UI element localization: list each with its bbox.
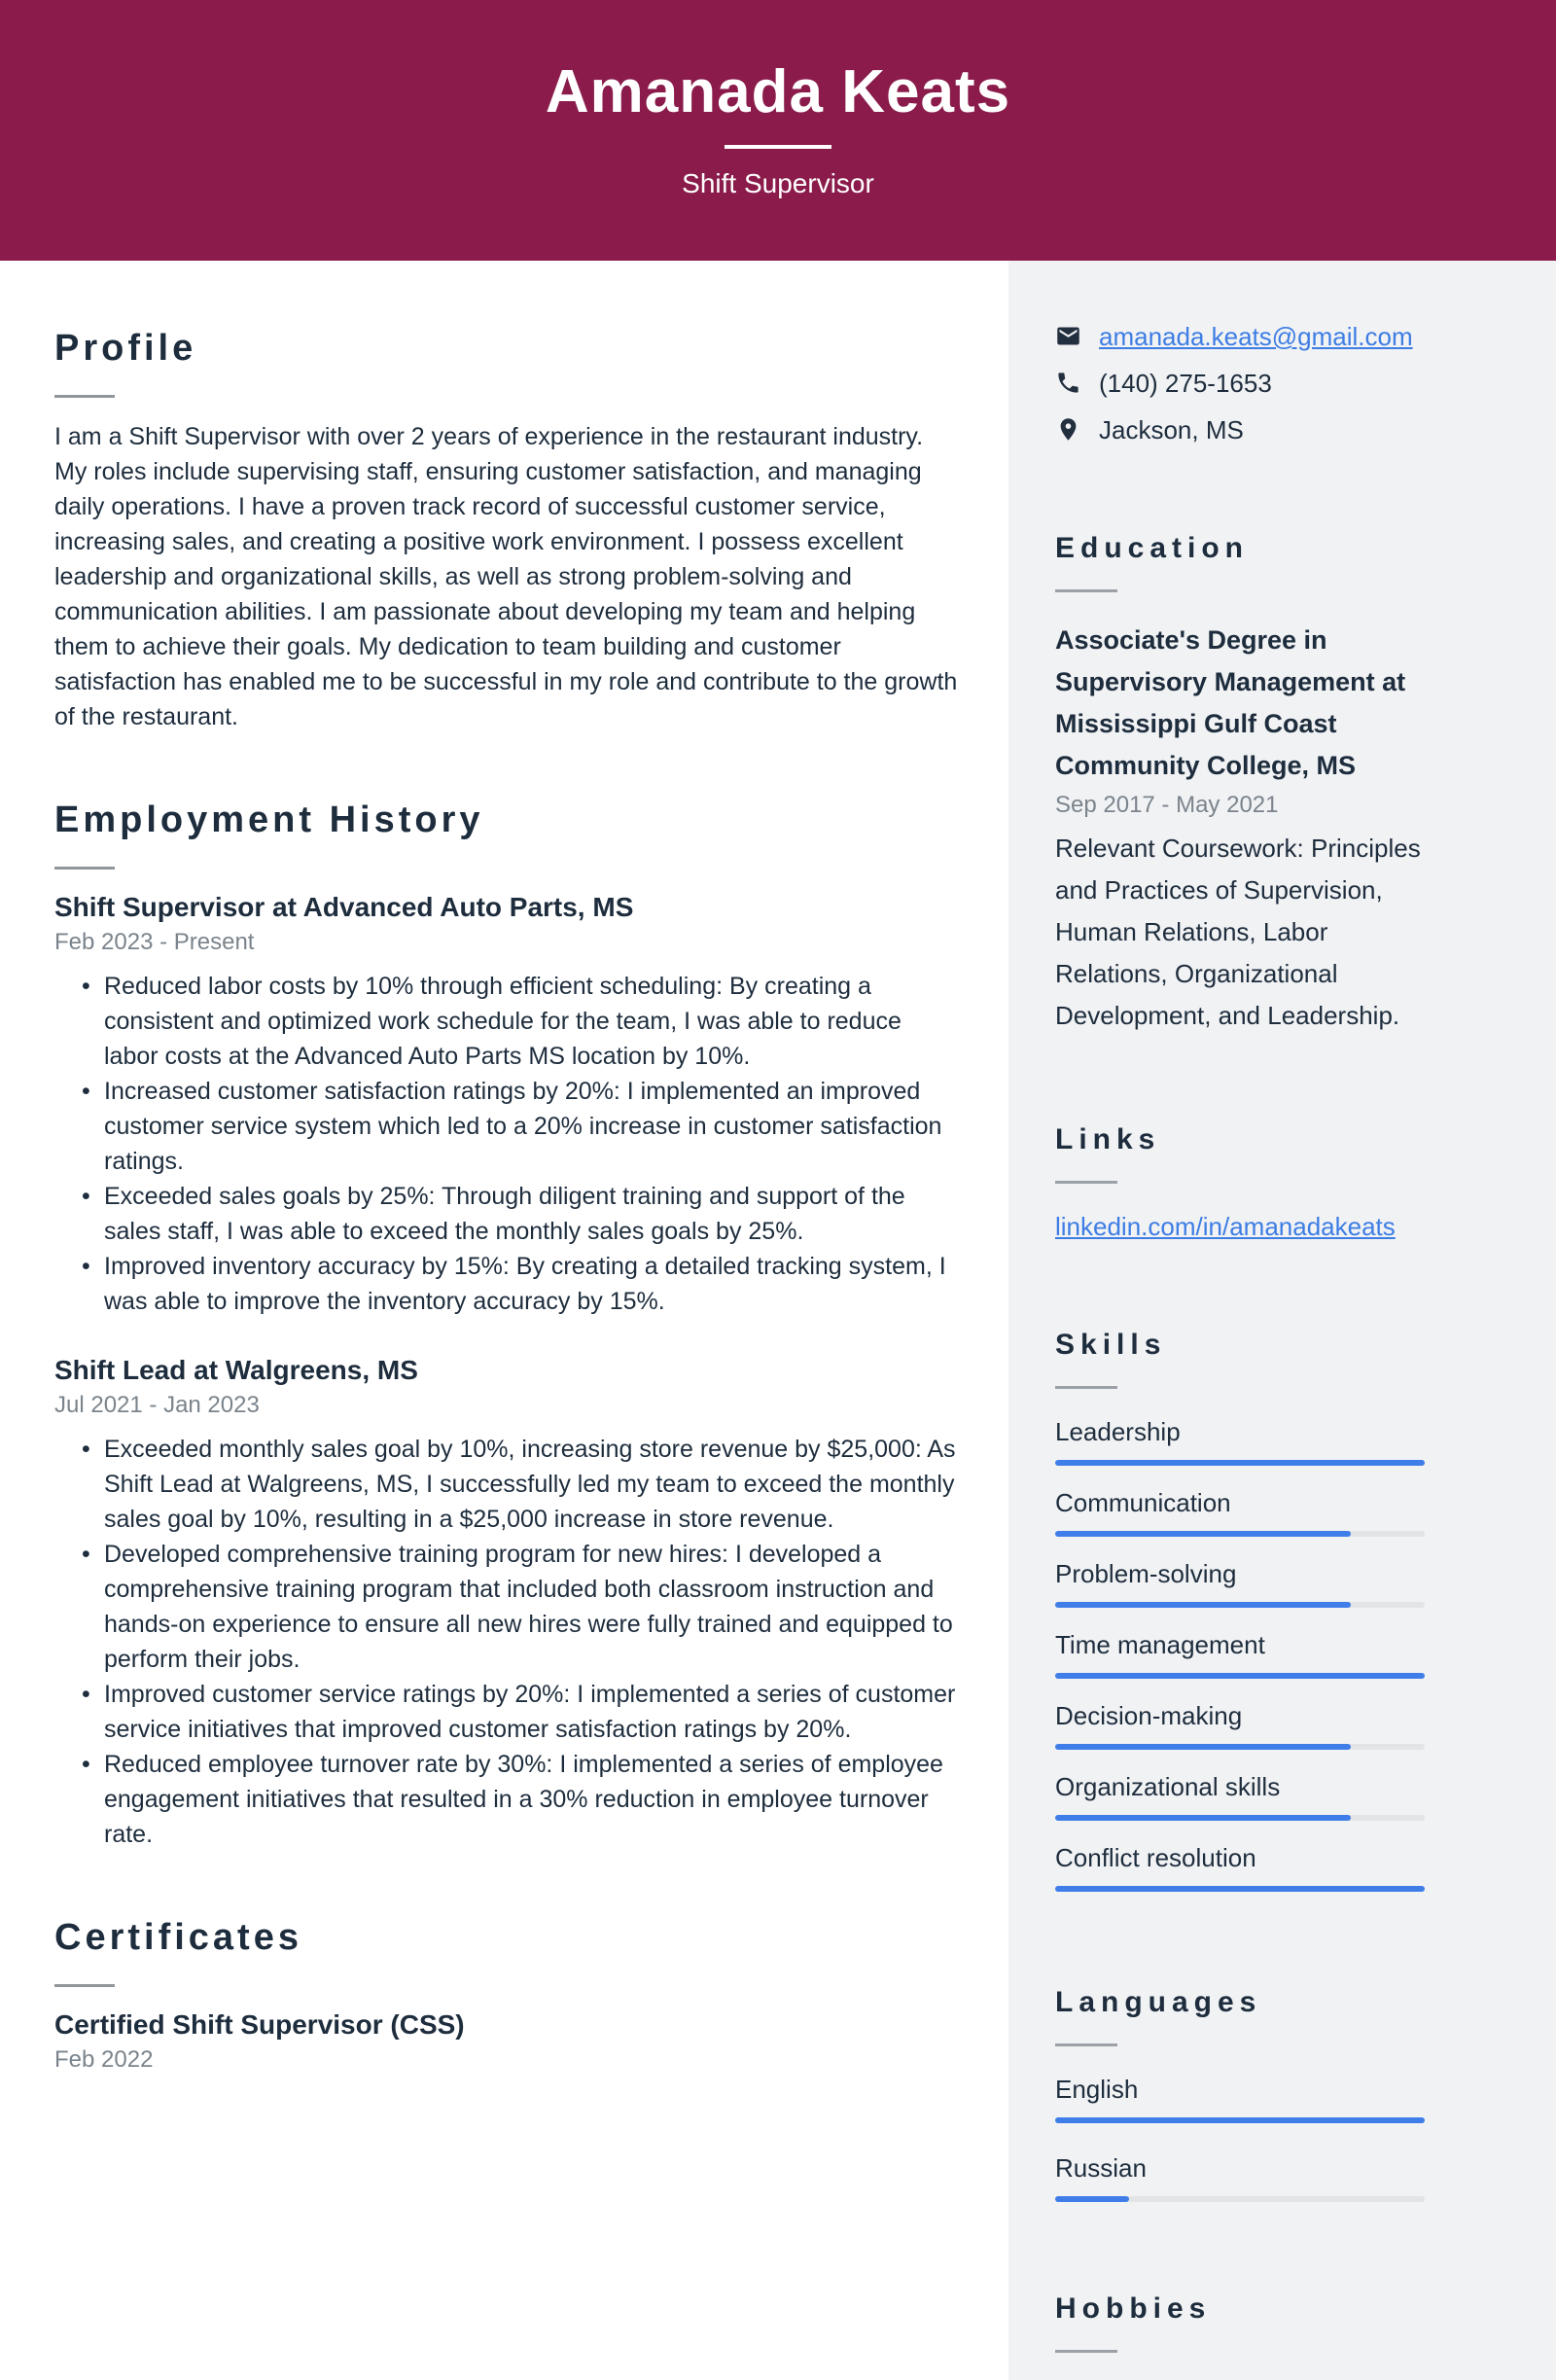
skill-bar-track [1055, 1744, 1425, 1750]
section-divider [1055, 2350, 1117, 2353]
section-divider [1055, 1181, 1117, 1184]
education-coursework: Relevant Coursework: Principles and Practices of Supervision, Human Relations, Labor Relations, Organizational Development, and Leadership. [1055, 834, 1421, 1030]
language-bar-track [1055, 2196, 1425, 2202]
skill-bar-fill [1055, 1744, 1351, 1750]
skill-bar-track [1055, 1531, 1425, 1537]
languages-heading: Languages [1055, 1986, 1262, 2018]
contact-block [1055, 321, 1430, 445]
education-section [1055, 531, 1430, 1037]
section-divider [1055, 2043, 1117, 2046]
skill-list [1055, 1416, 1430, 1892]
skill-bar-track [1055, 1460, 1425, 1466]
language-bar-fill [1055, 2117, 1425, 2123]
language-label: English [1055, 2075, 1139, 2104]
job-bullet: • Improved customer service ratings by 20%: I implemented a series of customer service initiatives that improved customer satisfaction ratings by 20%. [54, 1677, 960, 1747]
language-label: Russian [1055, 2153, 1147, 2183]
skill-item [1055, 1700, 1430, 1750]
person-job-title: Shift Supervisor [682, 168, 874, 198]
location-pin-icon [1055, 416, 1081, 443]
job-dates: Jul 2021 - Jan 2023 [54, 1392, 260, 1418]
section-divider [54, 1984, 115, 1987]
sidebar-column [1008, 261, 1556, 2380]
job-entry [54, 891, 960, 1319]
skill-item [1055, 1771, 1430, 1821]
skill-bar-fill [1055, 1602, 1351, 1608]
link-item [1055, 1211, 1430, 1242]
job-bullet: • Exceeded monthly sales goal by 10%, increasing store revenue by $25,000: As Shift Lead at Walgreens, MS, I successfully led my team to exceed the monthly sales goal by 10%, resulting in a $25,000 increase in store revenue. [54, 1432, 960, 1537]
language-list [1055, 2074, 1430, 2202]
hobbies-heading: Hobbies [1055, 2292, 1212, 2325]
job-title: Shift Supervisor at Advanced Auto Parts, MS [54, 892, 634, 922]
phone-icon [1055, 370, 1081, 396]
header-band [0, 0, 1556, 261]
profile-section [54, 327, 960, 734]
hobbies-section [1055, 2291, 1430, 2353]
skill-item [1055, 1416, 1430, 1466]
skill-bar-track [1055, 1673, 1425, 1679]
resume-body [0, 261, 1556, 2380]
links-section [1055, 1122, 1430, 1242]
linkedin-link[interactable]: linkedin.com/in/amanadakeats [1055, 1212, 1396, 1241]
header-divider [725, 145, 831, 149]
language-item [1055, 2152, 1430, 2202]
certificate-entry [54, 2008, 960, 2075]
education-dates: Sep 2017 - May 2021 [1055, 792, 1279, 818]
skill-bar-track [1055, 1886, 1425, 1892]
main-column [0, 261, 1008, 2380]
location-text: Jackson, MS [1099, 415, 1244, 444]
job-entry [54, 1354, 960, 1852]
certificates-section [54, 1916, 960, 2075]
skills-section [1055, 1328, 1430, 1892]
contact-phone-row [1055, 368, 1430, 399]
email-link[interactable]: amanada.keats@gmail.com [1099, 322, 1413, 351]
job-bullet: • Reduced employee turnover rate by 30%: I implemented a series of employee engagement initiatives that resulted in a 30% reduction in employee turnover rate. [54, 1747, 960, 1852]
skill-item [1055, 1629, 1430, 1679]
language-item [1055, 2074, 1430, 2123]
skill-bar-fill [1055, 1531, 1351, 1537]
skill-item [1055, 1558, 1430, 1608]
contact-email-row [1055, 321, 1430, 352]
profile-heading: Profile [54, 328, 197, 369]
job-title: Shift Lead at Walgreens, MS [54, 1355, 418, 1385]
envelope-icon [1055, 323, 1081, 349]
skills-heading: Skills [1055, 1329, 1167, 1361]
employment-history-section [54, 799, 960, 1852]
phone-number: (140) 275-1653 [1099, 369, 1272, 398]
language-bar-track [1055, 2117, 1425, 2123]
job-bullet: • Improved inventory accuracy by 15%: By creating a detailed tracking system, I was able to improve the inventory accuracy by 15%. [54, 1249, 960, 1319]
skill-item [1055, 1842, 1430, 1892]
job-bullet-list [54, 1432, 960, 1852]
skill-label: Problem-solving [1055, 1559, 1237, 1588]
skill-bar-fill [1055, 1460, 1425, 1466]
employment-history-heading: Employment History [54, 799, 484, 840]
section-divider [54, 395, 115, 398]
skill-bar-fill [1055, 1673, 1425, 1679]
certificate-date: Feb 2022 [54, 2046, 154, 2073]
languages-section [1055, 1985, 1430, 2202]
contact-location-row [1055, 414, 1430, 445]
skill-bar-fill [1055, 1886, 1425, 1892]
job-dates: Feb 2023 - Present [54, 929, 255, 955]
job-bullet: • Exceeded sales goals by 25%: Through diligent training and support of the sales staff, I was able to exceed the monthly sales goals by 25%. [54, 1179, 960, 1249]
skill-label: Leadership [1055, 1417, 1181, 1446]
job-bullet-list [54, 969, 960, 1319]
skill-label: Conflict resolution [1055, 1843, 1256, 1872]
skill-label: Decision-making [1055, 1701, 1243, 1730]
job-bullet: • Developed comprehensive training program for new hires: I developed a comprehensive training program that included both classroom instruction and hands-on experience to ensure all new hires were fully trained and equipped to perform their jobs. [54, 1537, 960, 1677]
skill-bar-track [1055, 1815, 1425, 1821]
links-heading: Links [1055, 1123, 1161, 1155]
person-name: Amanada Keats [545, 58, 1011, 125]
certificates-heading: Certificates [54, 1917, 302, 1958]
certificate-title: Certified Shift Supervisor (CSS) [54, 2009, 465, 2040]
section-divider [1055, 589, 1117, 592]
job-bullet: • Reduced labor costs by 10% through efficient scheduling: By creating a consistent and optimized work schedule for the team, I was able to reduce labor costs at the Advanced Auto Parts MS location by 10%. [54, 969, 960, 1074]
skill-label: Organizational skills [1055, 1772, 1281, 1801]
education-heading: Education [1055, 532, 1250, 564]
section-divider [1055, 1386, 1117, 1389]
job-list [54, 891, 960, 1852]
skill-bar-track [1055, 1602, 1425, 1608]
skill-label: Communication [1055, 1488, 1231, 1517]
profile-text: I am a Shift Supervisor with over 2 years of experience in the restaurant industry. My roles include supervising staff, ensuring customer satisfaction, and managing daily operations. I have a proven track record of successful customer service, increasing sales, and creating a positive work environment. I possess excellent leadership and organizational skills, as well as strong problem-solving and communication abilities. I am passionate about developing my team and helping them to achieve their goals. My dedication to team building and customer satisfaction has enabled me to be successful in my role and contribute to the growth of the restaurant. [54, 423, 958, 730]
degree-title: Associate's Degree in Supervisory Management at Mississippi Gulf Coast Community College, MS [1055, 625, 1406, 780]
skill-bar-fill [1055, 1815, 1351, 1821]
skill-item [1055, 1487, 1430, 1537]
language-bar-fill [1055, 2196, 1129, 2202]
skill-label: Time management [1055, 1630, 1265, 1659]
job-bullet: • Increased customer satisfaction ratings by 20%: I implemented an improved customer service system which led to a 20% increase in customer satisfaction ratings. [54, 1074, 960, 1179]
section-divider [54, 867, 115, 870]
